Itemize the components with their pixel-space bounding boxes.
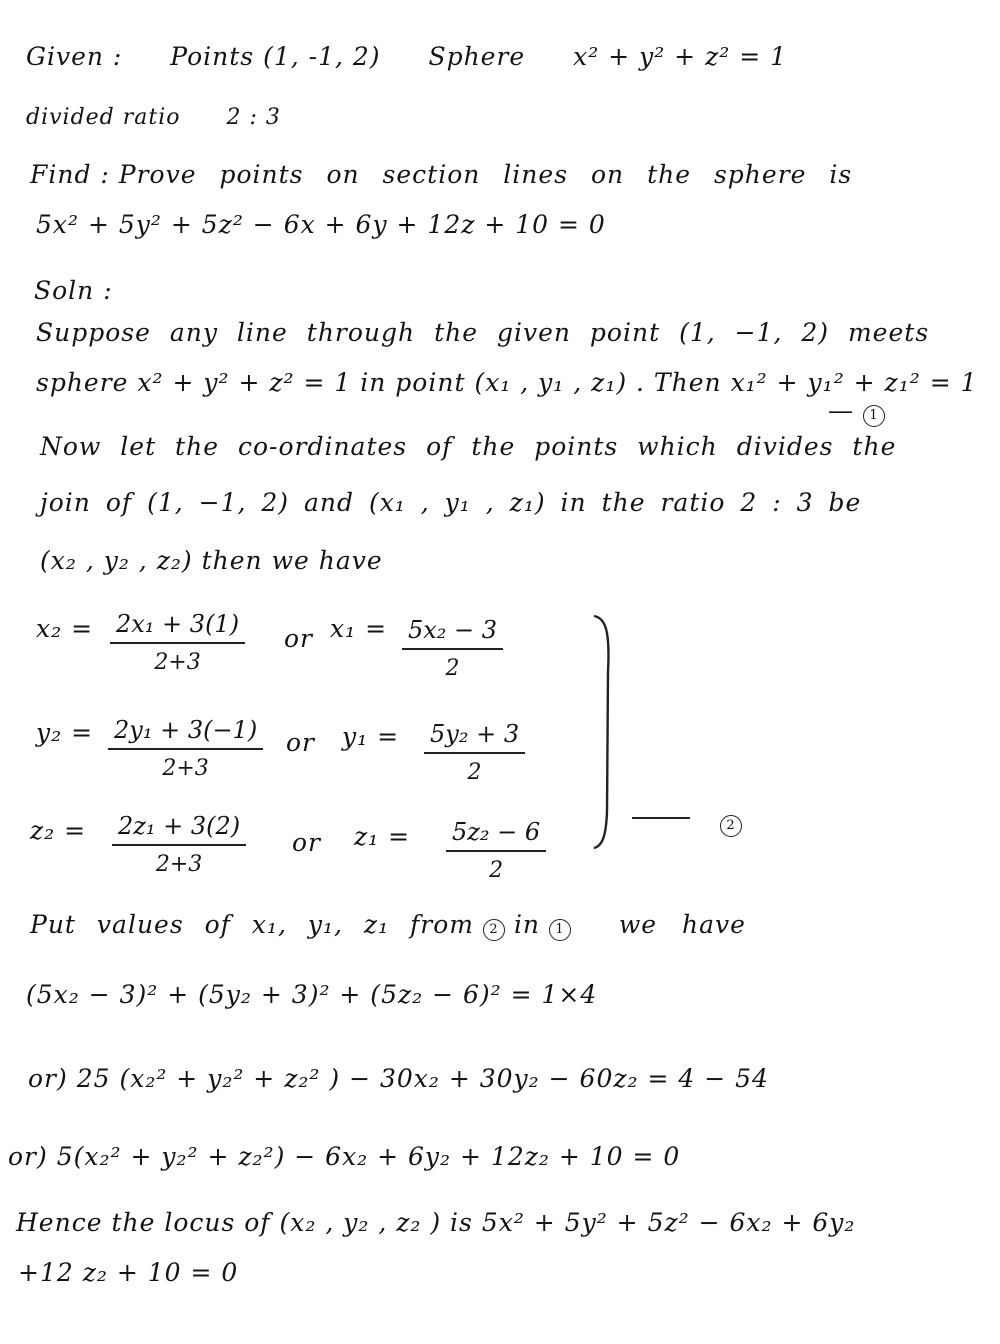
given-line bbox=[26, 42, 787, 71]
row-x-fraction bbox=[110, 610, 245, 675]
row-z-fraction-2 bbox=[446, 818, 546, 883]
conclusion-line-1: Hence the locus of (x₂ , y₂ , z₂ ) is 5x² + 5y² + 5z² − 6x₂ + 6y₂ bbox=[16, 1208, 856, 1237]
substitution-line bbox=[30, 910, 746, 941]
find-line bbox=[30, 160, 852, 189]
points-label: Points bbox=[170, 42, 255, 71]
tag-2-circle: 2 bbox=[720, 815, 742, 837]
row-x-numerator: 2x₁ + 3(1) bbox=[110, 610, 245, 644]
equation-tag-2 bbox=[720, 806, 742, 837]
row-z-lhs: z₂ = bbox=[30, 816, 87, 845]
right-brace-icon bbox=[590, 612, 620, 852]
given-point: (1, -1, 2) bbox=[263, 42, 381, 71]
row-x-denominator: 2+3 bbox=[154, 650, 201, 675]
ref-1-circle: 1 bbox=[549, 919, 571, 941]
solution-line-3: Now let the co-ordinates of the points which divides the bbox=[40, 432, 897, 461]
row-x-denominator-2: 2 bbox=[445, 656, 460, 681]
row-x-lhs2: x₁ = bbox=[330, 614, 388, 643]
row-z-fraction bbox=[112, 812, 246, 877]
row-y-denominator: 2+3 bbox=[162, 756, 209, 781]
sphere-equation: x² + y² + z² = 1 bbox=[573, 42, 788, 71]
find-equation: 5x² + 5y² + 5z² − 6x + 6y + 12z + 10 = 0 bbox=[36, 210, 606, 239]
row-z-denominator-2: 2 bbox=[489, 858, 504, 883]
substitution-in: in bbox=[513, 910, 541, 939]
find-label: Find : bbox=[30, 160, 110, 189]
equation-simplified: or) 5(x₂² + y₂² + z₂²) − 6x₂ + 6y₂ + 12z₂ + 10 = 0 bbox=[8, 1142, 681, 1171]
given-label: Given : bbox=[26, 42, 123, 71]
row-x-lhs: x₂ = bbox=[36, 614, 94, 643]
substitution-text: Put values of x₁, y₁, z₁ from bbox=[30, 910, 475, 939]
conclusion-line-2: +12 z₂ + 10 = 0 bbox=[18, 1258, 239, 1287]
row-y-denominator-2: 2 bbox=[467, 760, 482, 785]
row-z-denominator: 2+3 bbox=[155, 852, 203, 877]
row-x-or: or bbox=[284, 624, 314, 653]
solution-line-4: join of (1, −1, 2) and (x₁ , y₁ , z₁) in the ratio 2 : 3 be bbox=[40, 488, 862, 517]
row-z-lhs2: z₁ = bbox=[354, 822, 411, 851]
row-y-fraction-2 bbox=[424, 720, 525, 785]
row-y-lhs2: y₁ = bbox=[342, 722, 400, 751]
row-z-numerator: 2z₁ + 3(2) bbox=[112, 812, 246, 846]
ratio-line bbox=[26, 105, 281, 130]
equation-expanded-1: (5x₂ − 3)² + (5y₂ + 3)² + (5z₂ − 6)² = 1×4 bbox=[26, 980, 598, 1009]
equation-1: x₁² + y₁² + z₁² = 1 bbox=[730, 368, 978, 397]
ratio-value: 2 : 3 bbox=[226, 105, 281, 130]
ratio-label: divided ratio bbox=[26, 105, 181, 130]
sphere-label: Sphere bbox=[428, 42, 526, 71]
equation-tag-1: — 1 bbox=[828, 396, 885, 427]
row-y-fraction bbox=[108, 716, 263, 781]
solution-line-2 bbox=[36, 368, 978, 397]
row-y-numerator-2: 5y₂ + 3 bbox=[424, 720, 525, 754]
solution-label: Soln : bbox=[34, 276, 113, 305]
tag-2-arrow bbox=[632, 817, 690, 819]
solution-line-5: (x₂ , y₂ , z₂) then we have bbox=[40, 546, 383, 575]
ref-2-circle: 2 bbox=[483, 919, 505, 941]
row-y-or: or bbox=[286, 728, 316, 757]
row-x-fraction-2 bbox=[402, 616, 503, 681]
row-y-numerator: 2y₁ + 3(−1) bbox=[108, 716, 263, 750]
row-z-or: or bbox=[292, 828, 322, 857]
find-text: Prove points on section lines on the sphere is bbox=[118, 160, 853, 189]
row-x-numerator-2: 5x₂ − 3 bbox=[402, 616, 503, 650]
row-y-lhs: y₂ = bbox=[36, 718, 94, 747]
row-z-numerator-2: 5z₂ − 6 bbox=[446, 818, 546, 852]
solution-line-1: Suppose any line through the given point (1, −1, 2) meets bbox=[36, 318, 930, 347]
tag-1-circle: 1 bbox=[863, 405, 885, 427]
substitution-we-have: we have bbox=[618, 910, 746, 939]
solution-line-2-text: sphere x² + y² + z² = 1 in point (x₁ , y₁ , z₁) . Then bbox=[36, 368, 722, 397]
equation-expanded-2: or) 25 (x₂² + y₂² + z₂² ) − 30x₂ + 30y₂ − 60z₂ = 4 − 54 bbox=[28, 1064, 769, 1093]
